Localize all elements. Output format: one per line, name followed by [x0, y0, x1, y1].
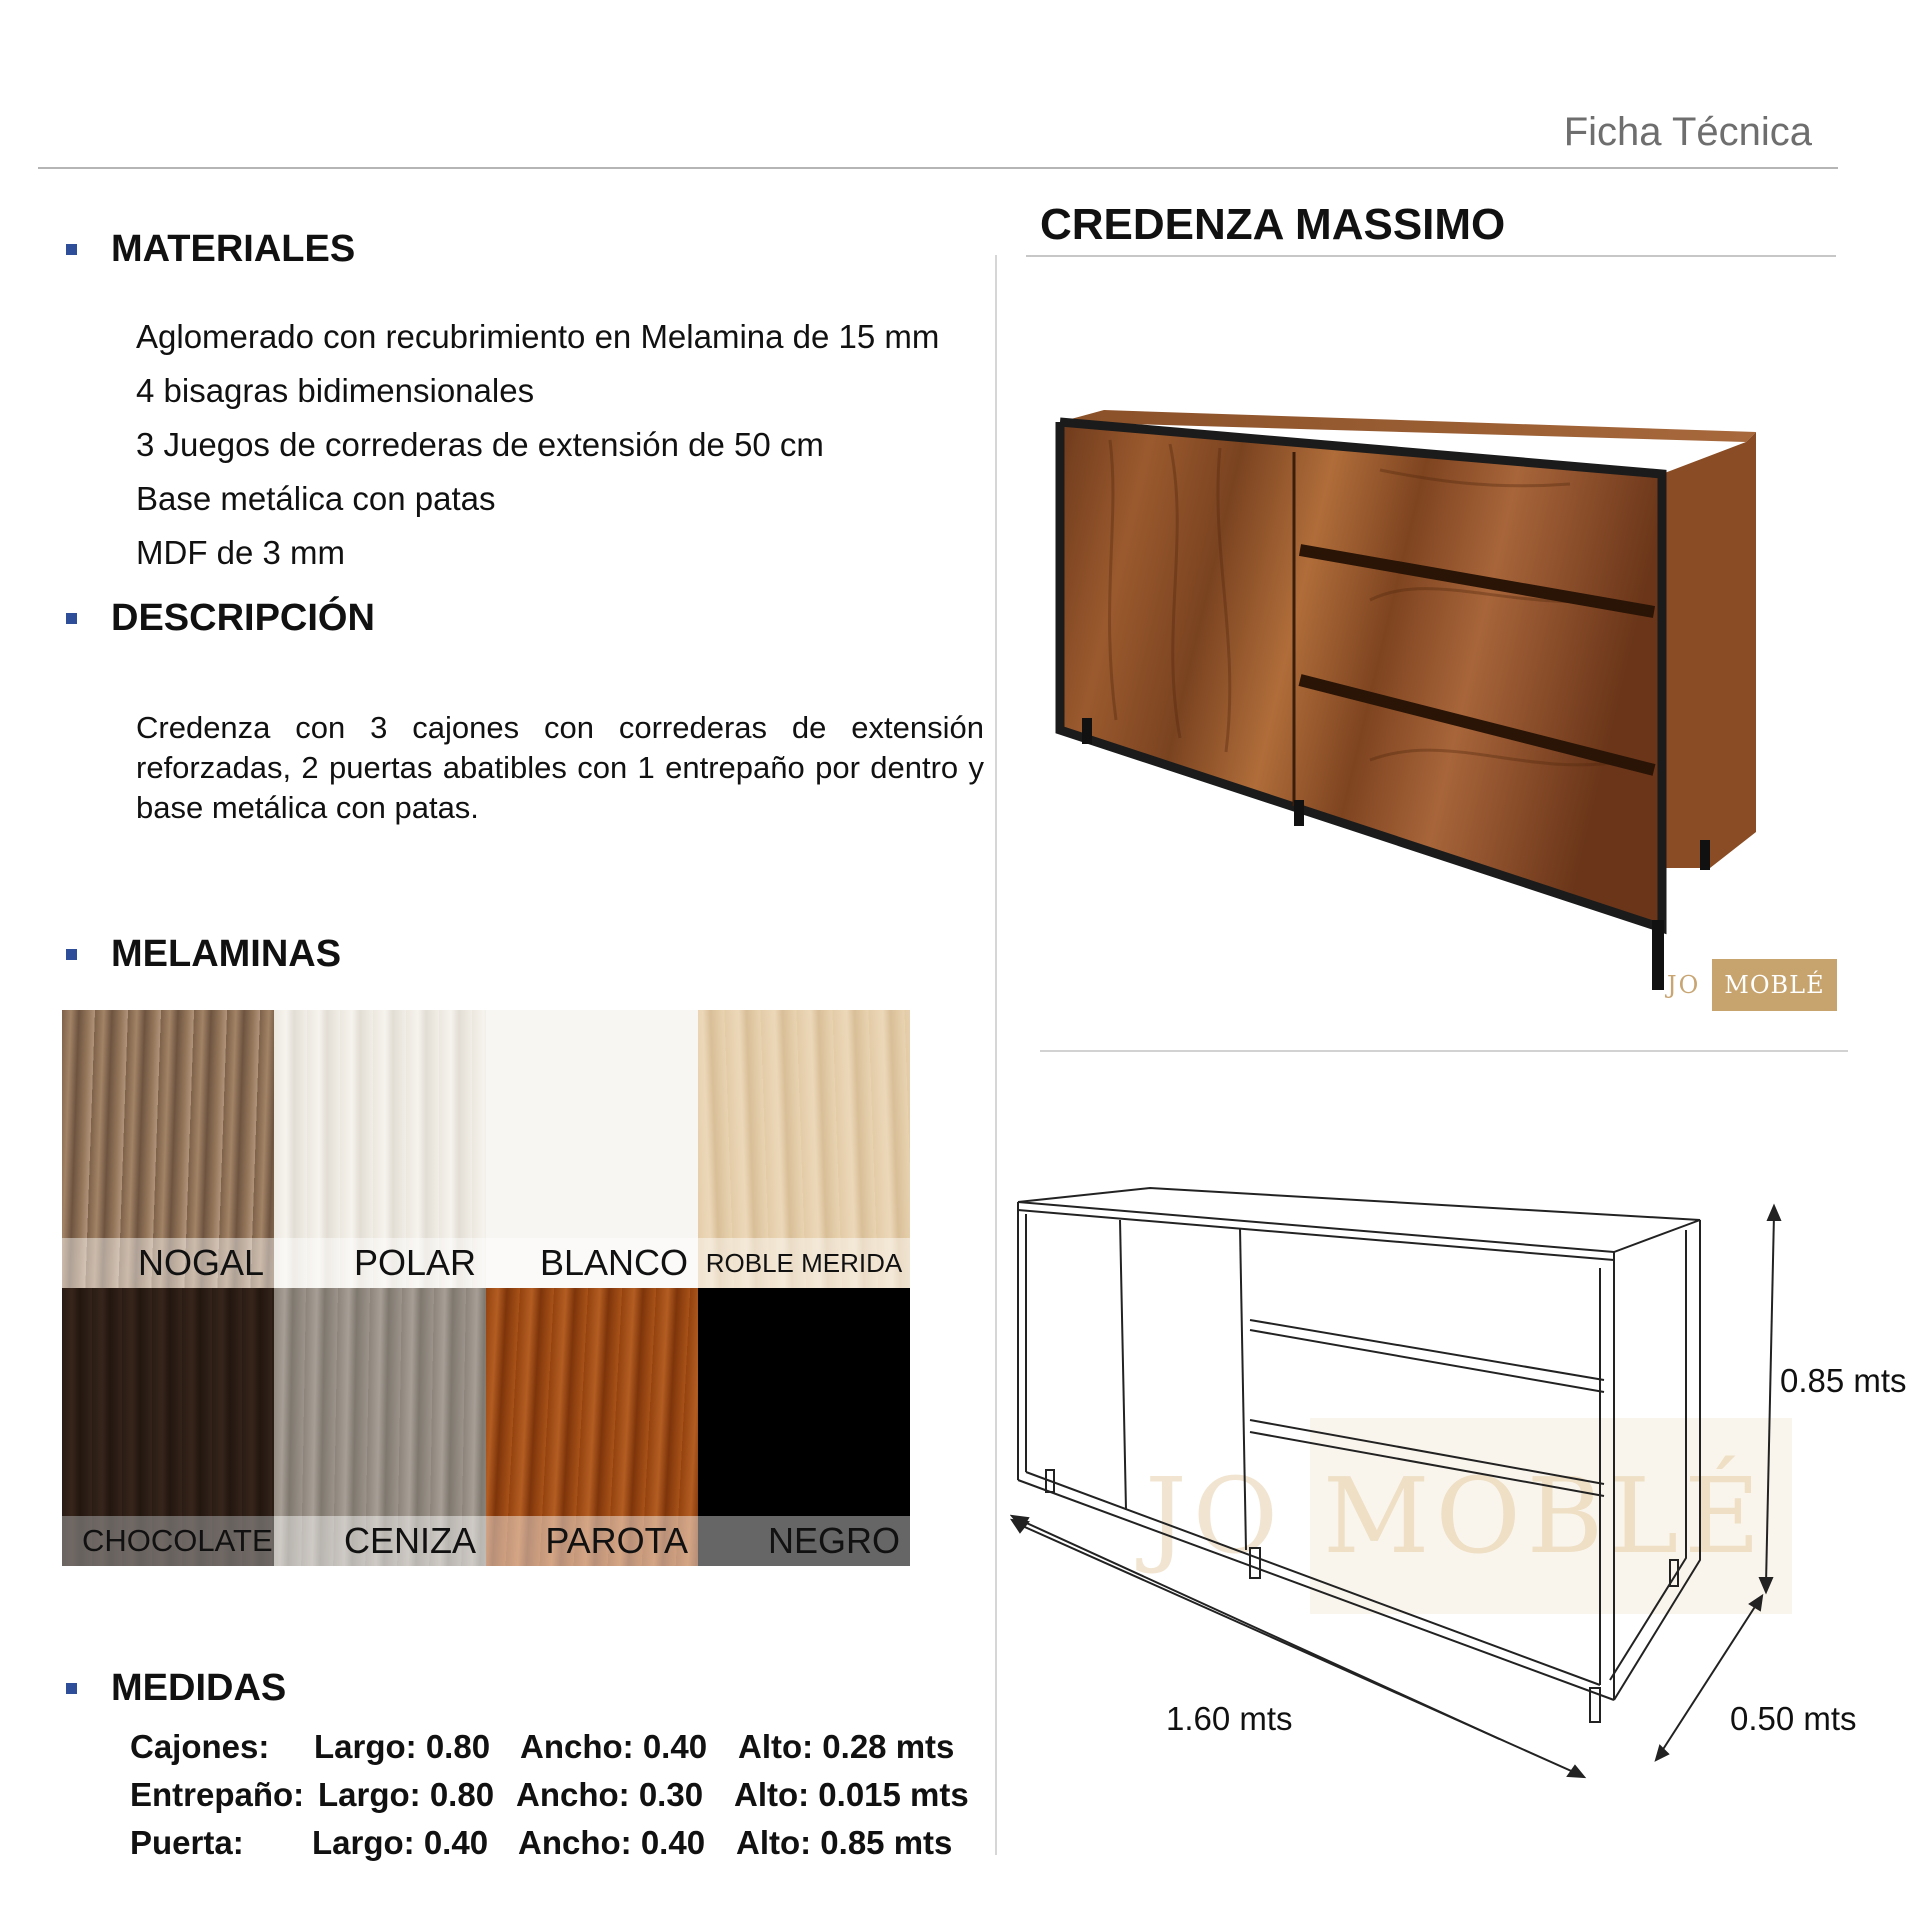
measure-largo: Largo: 0.80: [314, 1728, 491, 1765]
measure-part: Cajones:: [130, 1728, 270, 1765]
measure-largo: Largo: 0.80: [318, 1776, 495, 1813]
material-item: MDF de 3 mm: [136, 534, 346, 571]
section-medidas-label: MEDIDAS: [111, 1667, 287, 1709]
section-descripcion-label: DESCRIPCIÓN: [111, 597, 375, 639]
section-materiales-label: MATERIALES: [111, 228, 356, 270]
dimension-arrows: [1010, 1180, 1910, 1780]
watermark-logo: JO MOBLÉ: [1145, 1455, 1767, 1577]
swatch-label: PAROTA: [486, 1516, 698, 1566]
bullet-icon: [66, 1683, 77, 1694]
logo-jo-text: JO: [1667, 971, 1701, 999]
brand-logo: [1667, 957, 1837, 1013]
measure-alto: Alto: 0.85 mts: [736, 1824, 953, 1861]
dimension-height: 0.85 mts: [1780, 1362, 1907, 1399]
measure-ancho: Ancho: 0.40: [520, 1728, 708, 1765]
title-underline: [1026, 255, 1836, 257]
swatch-label: ROBLE MERIDA: [698, 1238, 910, 1288]
materials-list: [136, 310, 939, 580]
dimension-depth: 0.50 mts: [1730, 1700, 1857, 1737]
melamine-swatch-grid: [62, 1010, 910, 1566]
logo-moble-text: MOBLÉ: [1712, 959, 1836, 1011]
swatch-negro: [698, 1288, 910, 1566]
swatch-label: NEGRO: [698, 1516, 910, 1566]
section-melaminas-heading: [66, 933, 341, 976]
material-item: Aglomerado con recubrimiento en Melamina de 15 mm: [136, 318, 940, 355]
swatch-label: NOGAL: [62, 1238, 274, 1288]
bullet-icon: [66, 949, 77, 960]
measure-part: Puerta:: [130, 1824, 244, 1861]
swatch-chocolate: [62, 1288, 274, 1566]
header-divider: [38, 167, 1838, 169]
swatch-nogal: [62, 1010, 274, 1288]
section-melaminas-label: MELAMINAS: [111, 933, 342, 975]
section-materiales-heading: [66, 228, 355, 271]
swatch-label: CENIZA: [274, 1516, 486, 1566]
bullet-icon: [66, 244, 77, 255]
measure-ancho: Ancho: 0.30: [516, 1776, 704, 1813]
swatch-ceniza: [274, 1288, 486, 1566]
material-item: 4 bisagras bidimensionales: [136, 372, 535, 409]
material-item: 3 Juegos de correderas de extensión de 50 cm: [136, 426, 824, 463]
product-title: CREDENZA MASSIMO: [1040, 200, 1506, 249]
credenza-photo: [1050, 400, 1770, 990]
swatch-label: CHOCOLATE: [62, 1516, 274, 1566]
measure-largo: Largo: 0.40: [312, 1824, 489, 1861]
swatch-parota: [486, 1288, 698, 1566]
swatch-label: POLAR: [274, 1238, 486, 1288]
measure-alto: Alto: 0.28 mts: [738, 1728, 955, 1765]
dimension-length: 1.60 mts: [1166, 1700, 1293, 1737]
measure-part: Entrepaño:: [130, 1776, 305, 1813]
page-header-title: Ficha Técnica: [1563, 110, 1812, 154]
swatch-polar: [274, 1010, 486, 1288]
bullet-icon: [66, 613, 77, 624]
swatch-blanco: [486, 1010, 698, 1288]
swatch-roble-merida: [698, 1010, 910, 1288]
description-text: Credenza con 3 cajones con correderas de extensión reforzadas, 2 puertas abatibles con 1 entrepaño por dentro y base metálica con patas.: [136, 710, 984, 825]
measure-ancho: Ancho: 0.40: [518, 1824, 706, 1861]
swatch-label: BLANCO: [486, 1238, 698, 1288]
measure-alto: Alto: 0.015 mts: [734, 1776, 969, 1813]
material-item: Base metálica con patas: [136, 480, 496, 517]
column-divider: [995, 255, 997, 1855]
section-medidas-heading: [66, 1667, 286, 1710]
section-descripcion-heading: [66, 597, 375, 640]
section-divider: [1040, 1050, 1848, 1052]
